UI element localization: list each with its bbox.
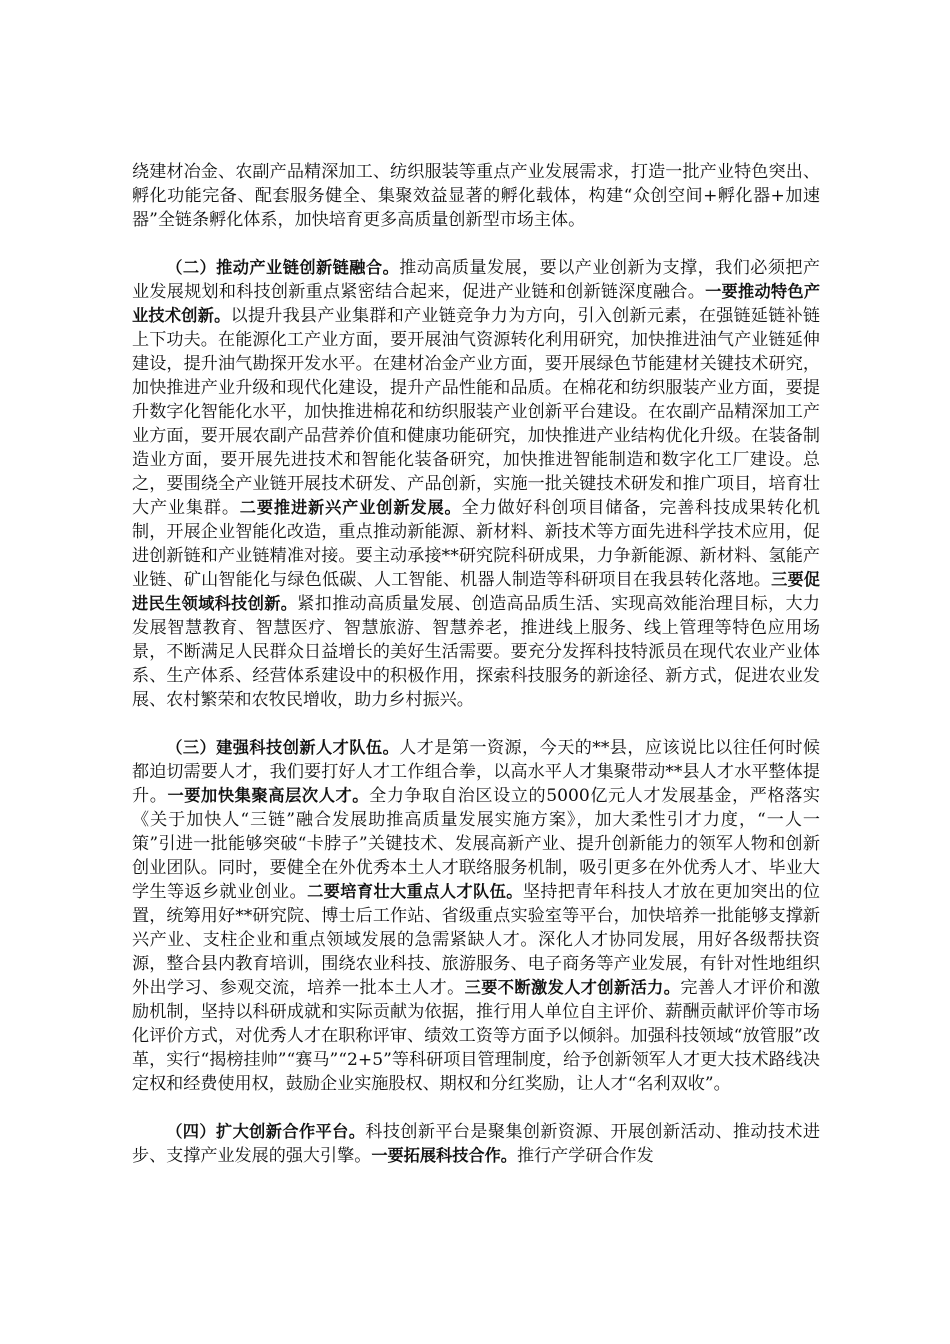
body-text-run: 科技创新平台是聚集创新资源、开展创新活动、推动技术进步、支撑产业发展的强大引擎。 bbox=[132, 1122, 820, 1166]
paragraph-intro-continuation bbox=[132, 160, 820, 232]
body-text-run: 全力争取自治区设立的5000亿元人才发展基金，严格落实《关于加快人“三链”融合发展助推高质量发展实施方案》，加大柔性引才力度，“一人一策”引进一批能够突破“卡脖子”关键技术、发展高新产业、提升创新能力的领军人物和创新创业团队。同时，要健全在外优秀本土人才联络服务机制，吸引更多在外优秀人才、毕业大学生等返乡就业创业。 bbox=[132, 786, 821, 902]
body-text-run: 全力做好科创项目储备，完善科技成果转化机制，开展企业智能化改造，重点推动新能源、新材料、新技术等方面先进科学技术应用，促进创新链和产业链精准对接。要主动承接**研究院科研成果，力争新能源、新材料、氢能产业链、矿山智能化与绿色低碳、人工智能、机器人制造等科研项目在我县转化落地。 bbox=[132, 498, 821, 590]
bold-heading-run: 三要促进民生领域科技创新。 bbox=[132, 570, 820, 613]
document-body bbox=[132, 160, 820, 1168]
body-text-run: 推行产学研合作发 bbox=[517, 1146, 654, 1166]
body-text-run: 完善人才评价和激励机制，坚持以科研成就和实际贡献为依据，推行用人单位自主评价、薪酬贡献评价等市场化评价方式，对优秀人才在职称评审、绩效工资等方面予以倾斜。加强科技领域“放管服”改革，实行“揭榜挂帅”“赛马”“2+5”等科研项目管理制度，给予创新领军人才更大技术路线决定权和经费使用权，鼓励企业实施股权、期权和分红奖励，让人才“名利双收”。 bbox=[132, 978, 821, 1094]
paragraph-section-3-talent-team bbox=[132, 736, 820, 1096]
bold-heading-run: （三）建强科技创新人才队伍。 bbox=[166, 738, 400, 757]
body-text-run: 以提升我县产业集群和产业链竞争力为方向，引入创新元素，在强链延链补链上下功夫。在能源化工产业方面，要开展油气资源转化利用研究，加快推进油气产业链延伸建设，提升油气勘探开发水平。在建材冶金产业方面，要开展绿色节能建材关键技术研究，加快推进产业升级和现代化建设，提升产品性能和品质。在棉花和纺织服装产业方面，要提升数字化智能化水平，加快推进棉花和纺织服装产业创新平台建设。在农副产品精深加工产业方面，要开展农副产品营养价值和健康功能研究，加快推进产业结构优化升级。在装备制造业方面，要开展先进技术和智能化装备研究，加快推进智能制造和数字化工厂建设。总之，要围绕全产业链开展技术研发、产品创新，实施一批关键技术研发和推广项目，培育壮大产业集群。 bbox=[132, 306, 821, 518]
paragraph-section-4-cooperation-platform bbox=[132, 1120, 820, 1168]
bold-heading-run: 二要推进新兴产业创新发展。 bbox=[239, 498, 462, 517]
bold-heading-run: 一要加快集聚高层次人才。 bbox=[167, 786, 370, 805]
bold-heading-run: 三要不断激发人才创新活力。 bbox=[464, 978, 681, 997]
bold-heading-run: 一要拓展科技合作。 bbox=[371, 1146, 517, 1165]
body-text-run: 绕建材冶金、农副产品精深加工、纺织服装等重点产业发展需求，打造一批产业特色突出、孵化功能完备、配套服务健全、集聚效益显著的孵化载体，构建“众创空间+孵化器+加速器”全链条孵化体系，加快培育更多高质量创新型市场主体。 bbox=[132, 162, 820, 230]
body-text-run: 坚持把青年科技人才放在更加突出的位置，统筹用好**研究院、博士后工作站、省级重点实验室等平台，加快培养一批能够支撑新兴产业、支柱企业和重点领域发展的急需紧缺人才。深化人才协同发展，用好各级帮扶资源，整合县内教育培训，围绕农业科技、旅游服务、电子商务等产业发展，有针对性地组织外出学习、参观交流，培养一批本土人才。 bbox=[132, 882, 821, 998]
bold-heading-run: 二要培育壮大重点人才队伍。 bbox=[307, 882, 523, 901]
body-text-run: 紧扣推动高质量发展、创造高品质生活、实现高效能治理目标，大力发展智慧教育、智慧医疗、智慧旅游、智慧养老，推进线上服务、线上管理等特色应用场景，不断满足人民群众日益增长的美好生活需要。要充分发挥科技特派员在现代农业产业体系、生产体系、经营体系建设中的积极作用，探索科技服务的新途径、新方式，促进农业发展、农村繁荣和农牧民增收，助力乡村振兴。 bbox=[132, 594, 821, 710]
body-text-run: 推动高质量发展，要以产业创新为支撑，我们必须把产业发展规划和科技创新重点紧密结合起来，促进产业链和创新链深度融合。 bbox=[132, 258, 821, 302]
paragraph-section-2-industry-innovation-chain bbox=[132, 256, 820, 712]
body-text-run: 人才是第一资源，今天的**县，应该说比以往任何时候都迫切需要人才，我们要打好人才工作组合拳，以高水平人才集聚带动**县人才水平整体提升。 bbox=[132, 738, 821, 806]
bold-heading-run: （二）推动产业链创新链融合。 bbox=[166, 258, 400, 277]
bold-heading-run: 一要推动特色产业技术创新。 bbox=[132, 282, 821, 325]
bold-heading-run: （四）扩大创新合作平台。 bbox=[166, 1122, 366, 1141]
